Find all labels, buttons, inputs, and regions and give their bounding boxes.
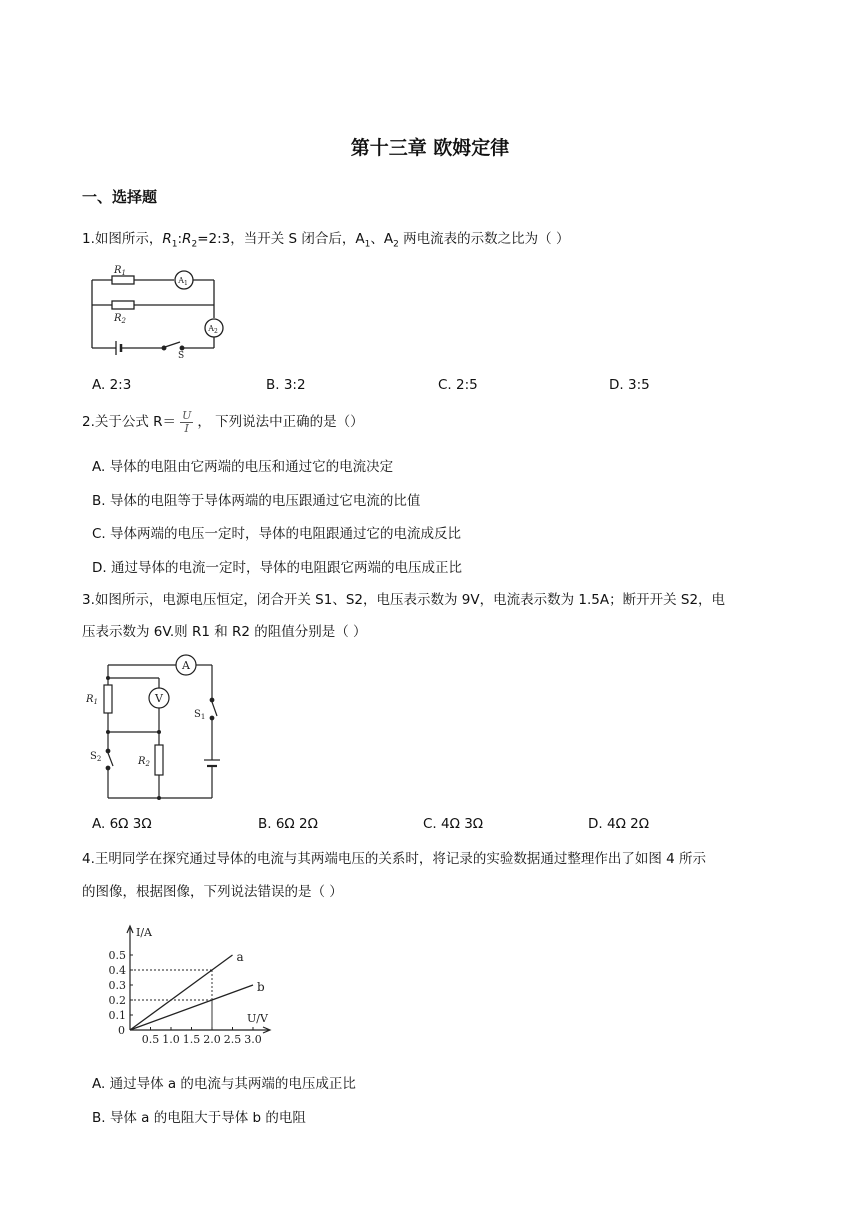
question-1-stem: 1.如图所示，$R_1:R_2=2:3$，当开关 S 闭合后，$A_1$、$A_2$ 两电流表的示数之比为（ ）: [82, 231, 570, 250]
ammeter-a2: $A_2$: [208, 324, 218, 335]
y-tick-label: 0.3: [108, 979, 126, 992]
q2-option-d[interactable]: D. 通过导体的电流一定时，导体的电阻跟它两端的电压成正比: [92, 560, 462, 576]
question-2-stem: 2.关于公式 R＝ $\frac{U}{I}$ ， 下列说法中正确的是（）: [82, 408, 364, 435]
label-r1: $R_1$: [114, 265, 126, 277]
question-3-options: [92, 816, 772, 838]
q3-option-b[interactable]: B. 6Ω 2Ω: [258, 816, 318, 832]
x-tick-label: 2.5: [223, 1033, 242, 1046]
label-r2: $R_2$: [114, 313, 126, 325]
q4-option-a[interactable]: A. 通过导体 a 的电流与其两端的电压成正比: [92, 1076, 356, 1092]
y-axis-label: I/A: [136, 926, 152, 939]
y-tick-label: 0.4: [108, 964, 126, 977]
fraction-u-over-i: $\frac{U}{I}$: [182, 408, 192, 435]
series-line-b: [130, 985, 253, 1030]
label-s1: $S_1$: [194, 709, 206, 721]
label-s2: $S_2$: [90, 751, 102, 763]
y-tick-label: 0.5: [108, 949, 126, 962]
label-r1: $R_1$: [86, 694, 98, 706]
x-tick-label: 3.0: [244, 1033, 262, 1046]
question-3-line-2: 压表示数为 6V.则 R1 和 R2 的阻值分别是（ ）: [82, 624, 367, 640]
q2-option-c[interactable]: C. 导体两端的电压一定时，导体的电阻跟通过它的电流成反比: [92, 526, 462, 542]
x-tick-label: 1.5: [182, 1033, 201, 1046]
series-label-a: a: [236, 950, 244, 964]
question-3-line-1: 3.如图所示，电源电压恒定，闭合开关 S1、S2，电压表示数为 9V，电流表示数为 1.5A；断开开关 S2，电: [82, 592, 726, 608]
series-label-b: b: [257, 980, 265, 994]
y-tick-label: 0.1: [108, 1009, 126, 1022]
q1-option-b[interactable]: B. 3:2: [266, 377, 306, 393]
x-axis-label: U/V: [247, 1012, 268, 1025]
section-heading: 一、选择题: [82, 188, 158, 206]
question-1-options: [92, 377, 772, 399]
ammeter-a1: $A_1$: [178, 276, 188, 287]
page-title: 第十三章 欧姆定律: [350, 137, 510, 159]
origin-label: 0: [118, 1024, 125, 1037]
current-voltage-chart: [100, 920, 300, 1050]
question-4-line-2: 的图像，根据图像，下列说法错误的是（ ）: [82, 884, 343, 900]
label-s: S: [178, 351, 185, 360]
question-4-line-1: 4.王明同学在探究通过导体的电流与其两端电压的关系时，将记录的实验数据通过整理作出了如图 4 所示: [82, 851, 707, 867]
x-tick-label: 0.5: [141, 1033, 160, 1046]
q4-option-b[interactable]: B. 导体 a 的电阻大于导体 b 的电阻: [92, 1110, 306, 1126]
q1-option-c[interactable]: C. 2:5: [438, 377, 478, 393]
q1-option-d[interactable]: D. 3:5: [609, 377, 650, 393]
q2-option-b[interactable]: B. 导体的电阻等于导体两端的电压跟通过它电流的比值: [92, 493, 421, 509]
x-tick-label: 2.0: [203, 1033, 221, 1046]
question-1-circuit-diagram: [86, 260, 236, 360]
q3-option-d[interactable]: D. 4Ω 2Ω: [588, 816, 650, 832]
label-r2: $R_2$: [138, 756, 150, 768]
q3-option-a[interactable]: A. 6Ω 3Ω: [92, 816, 152, 832]
series-line-a: [130, 955, 233, 1030]
x-tick-label: 1.0: [162, 1033, 180, 1046]
q3-option-c[interactable]: C. 4Ω 3Ω: [423, 816, 484, 832]
ammeter-a: A: [182, 659, 190, 672]
voltmeter-v: V: [155, 692, 163, 705]
q1-option-a[interactable]: A. 2:3: [92, 377, 132, 393]
y-tick-label: 0.2: [108, 994, 126, 1007]
question-3-circuit-diagram: [86, 650, 236, 805]
q2-option-a[interactable]: A. 导体的电阻由它两端的电压和通过它的电流决定: [92, 459, 394, 475]
